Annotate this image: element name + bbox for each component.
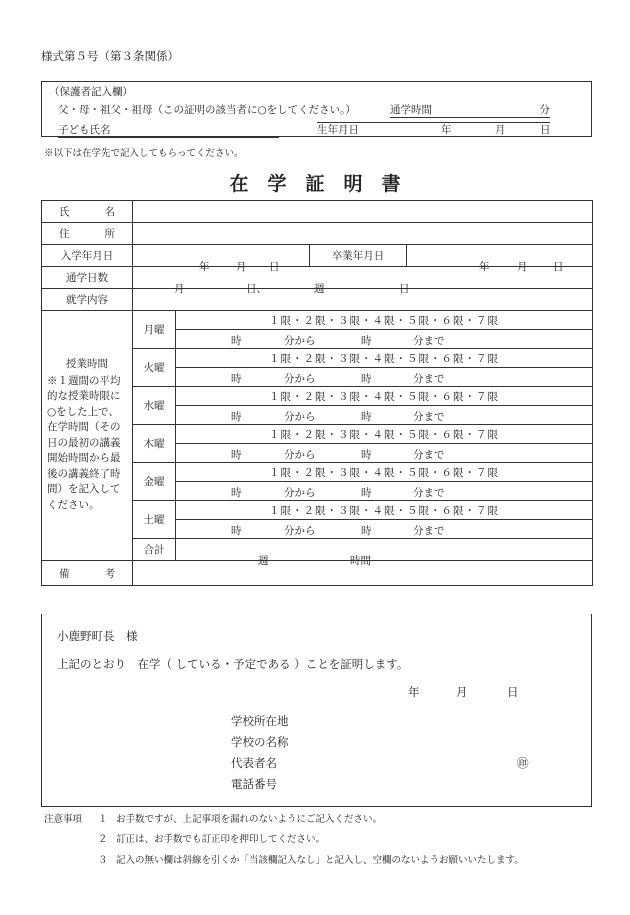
total-field[interactable]: 週 時間 bbox=[176, 539, 593, 561]
address-field[interactable] bbox=[133, 223, 593, 245]
time-fri[interactable]: 時 分から 時 分まで bbox=[176, 482, 593, 501]
document-title: 在学証明書 bbox=[229, 173, 420, 195]
name-label: 氏 名 bbox=[42, 201, 133, 223]
entry-date-label: 入学年月日 bbox=[42, 245, 133, 267]
seal-mark: ㊞ bbox=[517, 756, 529, 770]
study-content-field[interactable] bbox=[133, 289, 593, 311]
name-field[interactable] bbox=[133, 201, 593, 223]
periods-tue[interactable]: １限・２限・３限・４限・５限・６限・７限 bbox=[176, 349, 593, 368]
class-time-title: 授業時間 bbox=[66, 358, 108, 370]
child-name-field[interactable] bbox=[58, 122, 279, 138]
day-label-thu: 木曜 bbox=[133, 425, 176, 463]
day-label-sat: 土曜 bbox=[133, 501, 176, 539]
time-wed[interactable]: 時 分から 時 分まで bbox=[176, 406, 593, 425]
day-label-wed: 水曜 bbox=[133, 387, 176, 425]
birthdate-day: 日 bbox=[540, 124, 551, 136]
form-number: 様式第５号（第３条関係） bbox=[41, 49, 179, 63]
periods-thu[interactable]: １限・２限・３限・４限・５限・６限・７限 bbox=[176, 425, 593, 444]
class-time-instructions bbox=[42, 311, 133, 561]
graduation-date-label: 卒業年月日 bbox=[310, 245, 407, 267]
certification-section bbox=[41, 614, 592, 807]
guardian-section bbox=[41, 81, 592, 137]
school-name-label: 学校の名称 bbox=[231, 735, 289, 749]
time-sat[interactable]: 時 分から 時 分まで bbox=[176, 520, 593, 539]
note-number: ２ bbox=[98, 834, 108, 845]
guardian-title: （保護者記入欄） bbox=[49, 86, 133, 98]
remarks-label: 備 考 bbox=[42, 561, 133, 586]
note-text: 訂正は、お手数でも訂正印を押印してください。 bbox=[116, 834, 326, 845]
entry-date-field[interactable]: 年 月 日 bbox=[133, 245, 310, 267]
birthdate-year: 年 bbox=[441, 124, 452, 136]
day-label-fri: 金曜 bbox=[133, 463, 176, 501]
periods-mon[interactable]: １限・２限・３限・４限・５限・６限・７限 bbox=[176, 311, 593, 330]
notes-label: 注意事項 bbox=[44, 814, 83, 825]
certificate-table bbox=[41, 200, 593, 586]
time-mon[interactable]: 時 分から 時 分まで bbox=[176, 330, 593, 349]
attendance-days-label: 通学日数 bbox=[42, 267, 133, 289]
birthdate-label: 生年月日 bbox=[317, 124, 359, 136]
cert-month[interactable]: 月 bbox=[456, 685, 468, 699]
school-address-label: 学校所在地 bbox=[231, 714, 289, 728]
birthdate-field[interactable] bbox=[317, 122, 551, 136]
birthdate-month: 月 bbox=[495, 124, 506, 136]
addressee: 小鹿野町長 様 bbox=[57, 629, 138, 643]
commute-time-label: 通学時間 bbox=[390, 104, 432, 116]
representative-label: 代表者名 bbox=[231, 756, 277, 770]
study-content-label: 就学内容 bbox=[42, 289, 133, 311]
phone-label: 電話番号 bbox=[231, 777, 277, 791]
note-number: ３ bbox=[98, 855, 108, 866]
commute-time-field[interactable] bbox=[390, 102, 550, 118]
cert-day[interactable]: 日 bbox=[507, 685, 519, 699]
attendance-days-field[interactable]: 月 日、 週 日 bbox=[133, 267, 593, 289]
time-tue[interactable]: 時 分から 時 分まで bbox=[176, 368, 593, 387]
time-thu[interactable]: 時 分から 時 分まで bbox=[176, 444, 593, 463]
day-label-mon: 月曜 bbox=[133, 311, 176, 349]
note-number: １ bbox=[98, 814, 108, 825]
periods-wed[interactable]: １限・２限・３限・４限・５限・６限・７限 bbox=[176, 387, 593, 406]
note-text: お手数ですが、上記事項を漏れのないようにご記入ください。 bbox=[116, 814, 383, 825]
school-fill-note: ※以下は在学先で記入してもらってください。 bbox=[44, 148, 244, 159]
periods-sat[interactable]: １限・２限・３限・４限・５限・６限・７限 bbox=[176, 501, 593, 520]
commute-unit: 分 bbox=[539, 104, 550, 116]
note-text: 記入の無い欄は斜線を引くか「当該欄記入なし」と記入し、空欄のないようお願いいたします。 bbox=[116, 855, 524, 866]
cert-year[interactable]: 年 bbox=[408, 685, 420, 699]
class-time-note: ※１週間の平均的な授業時限に○をした上で、在学時間（その日の最初の講義開始時間から最後の講義終了時間）を記入してください。 bbox=[47, 374, 121, 511]
certification-statement[interactable]: 上記のとおり 在学（ している・予定である ）ことを証明します。 bbox=[57, 657, 409, 671]
address-label: 住 所 bbox=[42, 223, 133, 245]
periods-fri[interactable]: １限・２限・３限・４限・５限・６限・７限 bbox=[176, 463, 593, 482]
child-name-label: 子ども氏名 bbox=[58, 124, 111, 136]
day-label-tue: 火曜 bbox=[133, 349, 176, 387]
total-label: 合計 bbox=[133, 539, 176, 561]
graduation-date-field[interactable]: 年 月 日 bbox=[407, 245, 593, 267]
parent-relation-line[interactable]: 父・母・祖父・祖母（この証明の該当者に○をしてください。） bbox=[58, 104, 356, 116]
